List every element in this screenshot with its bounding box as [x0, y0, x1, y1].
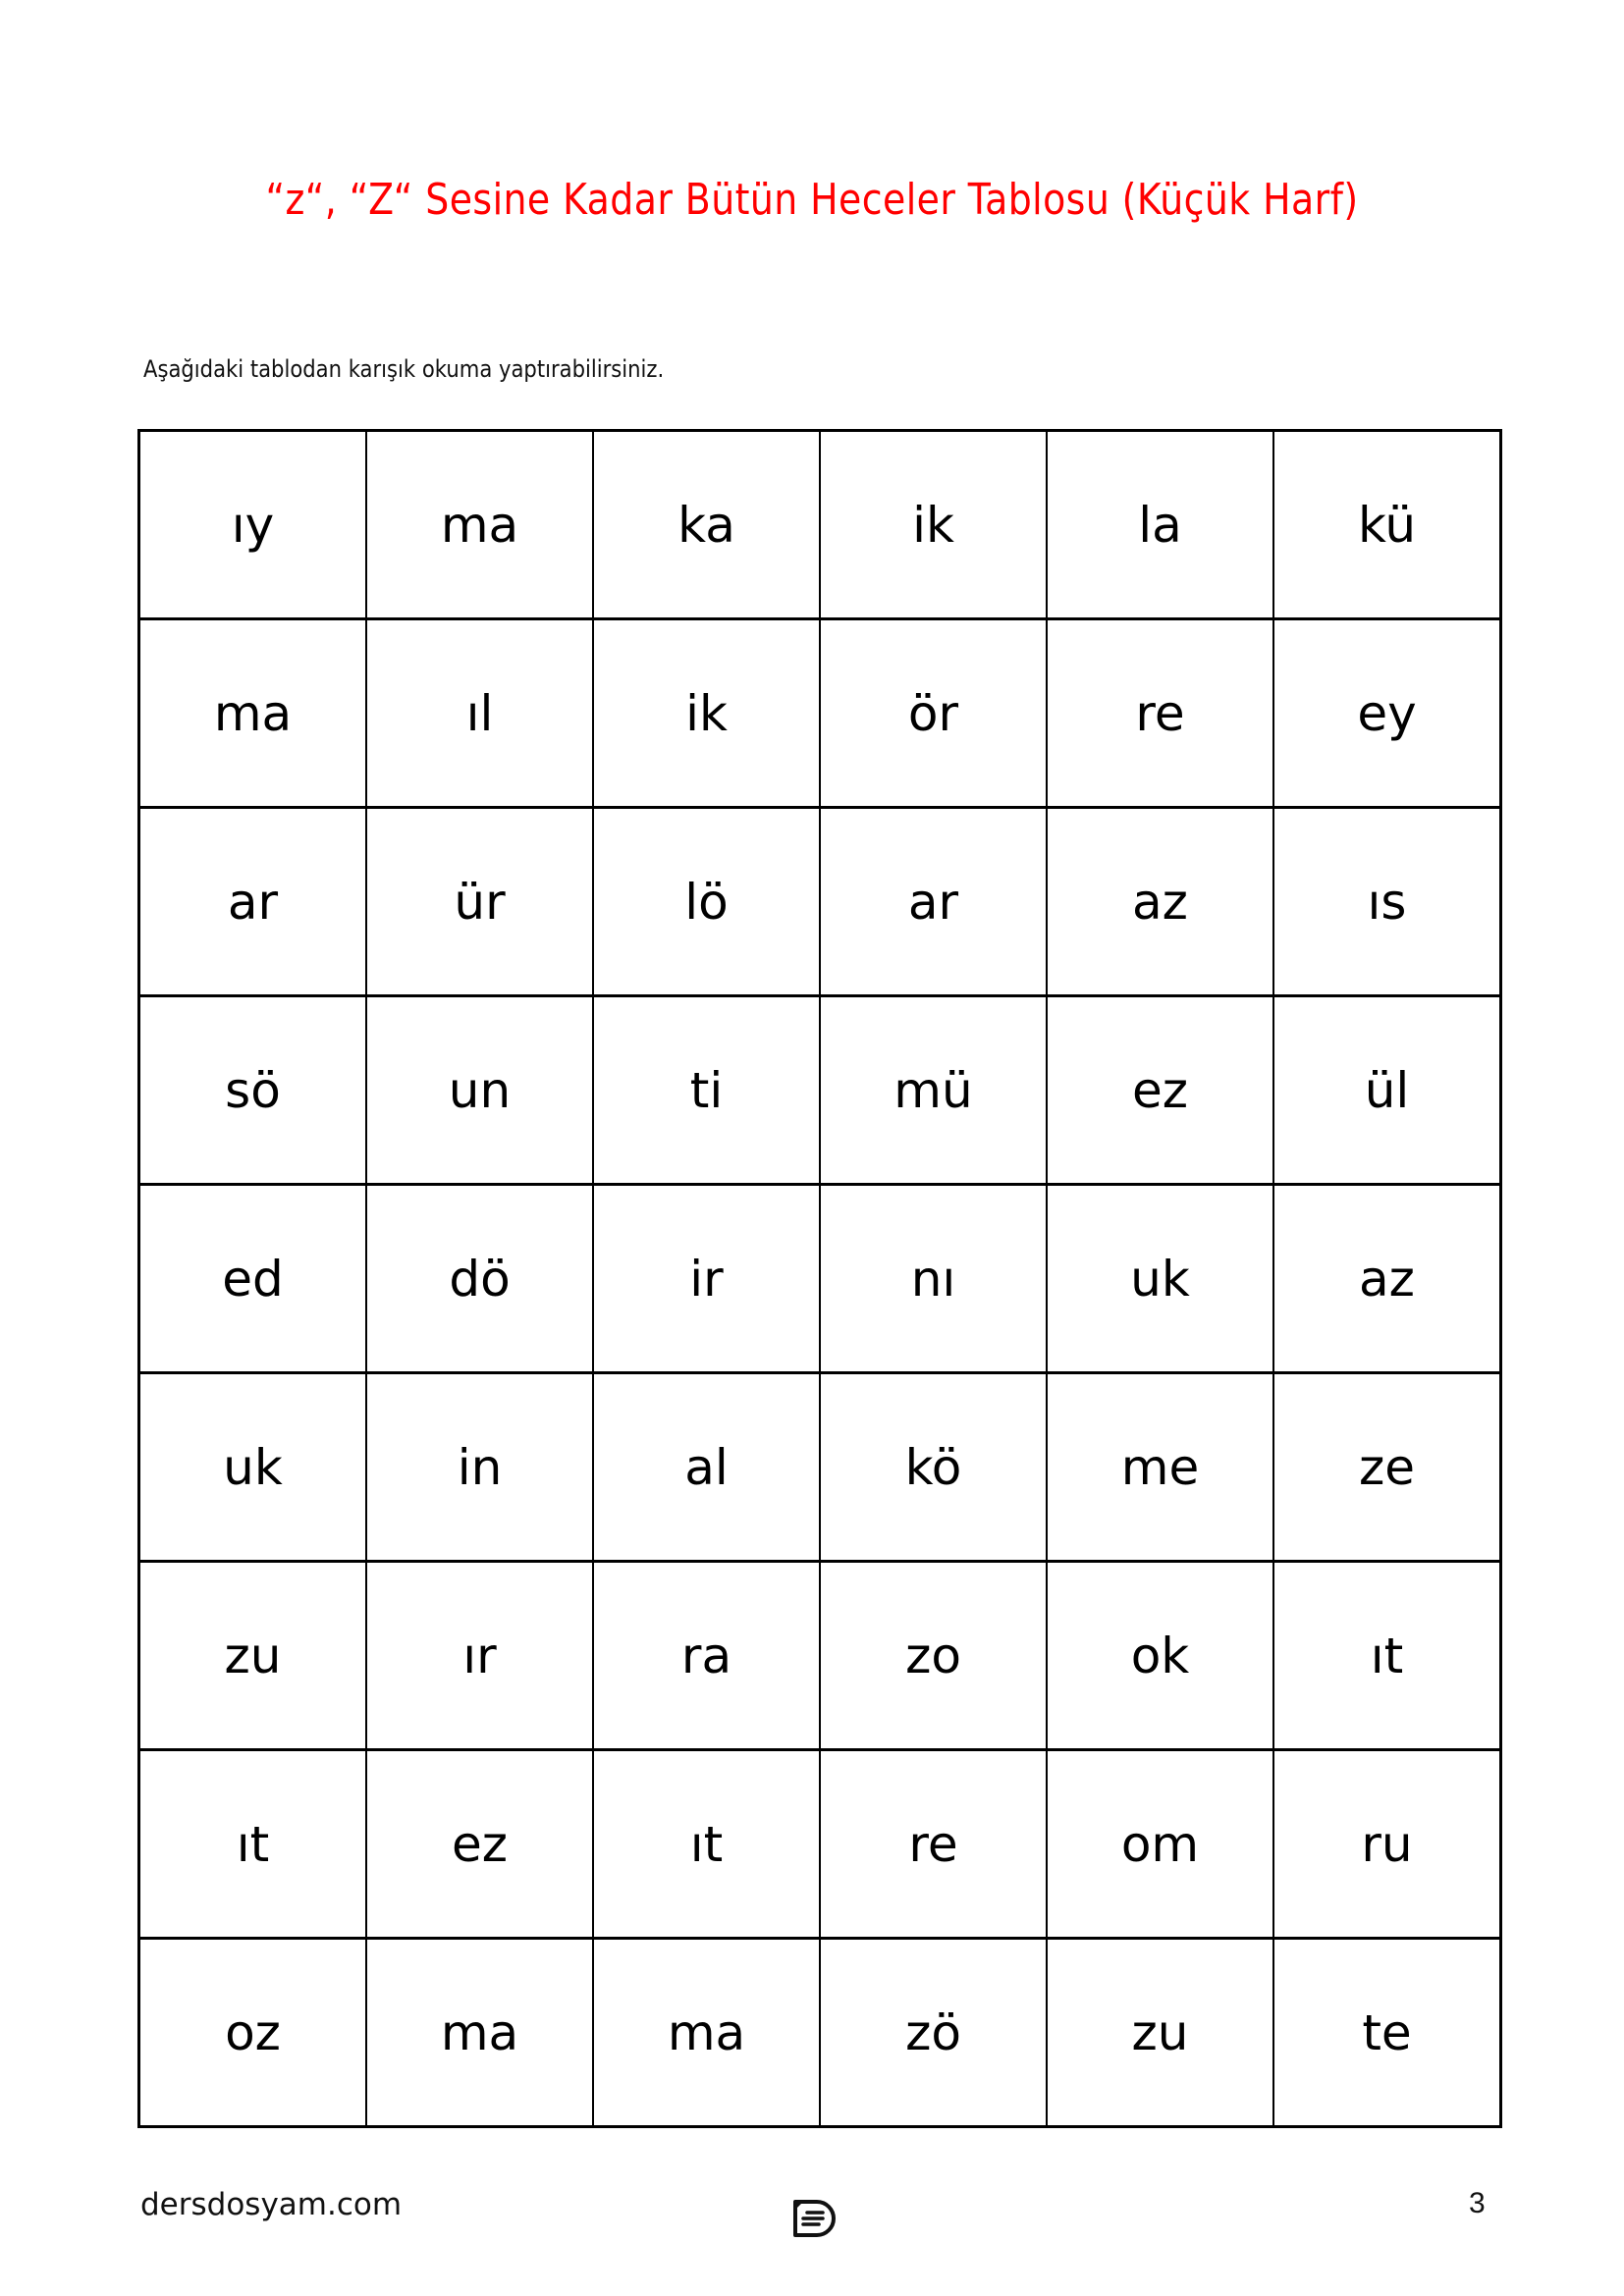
syllable-cell: kü: [1273, 431, 1501, 619]
table-row: [139, 1373, 1501, 1562]
table-row: [139, 431, 1501, 619]
syllable-cell: ze: [1273, 1373, 1501, 1562]
syllable-cell: nı: [820, 1185, 1047, 1373]
syllable-cell: az: [1273, 1185, 1501, 1373]
syllable-cell: ma: [366, 1939, 593, 2127]
syllable-cell: uk: [1047, 1185, 1273, 1373]
syllable-cell: ir: [593, 1185, 820, 1373]
syllable-cell: ma: [593, 1939, 820, 2127]
syllable-cell: te: [1273, 1939, 1501, 2127]
syllable-cell: az: [1047, 808, 1273, 996]
page-title: “z“, “Z“ Sesine Kadar Bütün Heceler Tablosu (Küçük Harf): [265, 175, 1359, 225]
syllable-cell: ez: [1047, 996, 1273, 1185]
syllable-cell: zu: [1047, 1939, 1273, 2127]
syllable-cell: ıs: [1273, 808, 1501, 996]
instruction-text: Aşağıdaki tablodan karışık okuma yaptırabilirsiniz.: [143, 355, 665, 383]
syllable-cell: ti: [593, 996, 820, 1185]
syllable-cell: ka: [593, 431, 820, 619]
table-row: [139, 1750, 1501, 1939]
syllable-cell: ıt: [593, 1750, 820, 1939]
syllable-cell: zö: [820, 1939, 1047, 2127]
footer-site-name: dersdosyam.com: [140, 2187, 403, 2222]
syllable-cell: ıt: [139, 1750, 367, 1939]
syllable-cell: mü: [820, 996, 1047, 1185]
syllable-cell: ez: [366, 1750, 593, 1939]
table-row: [139, 1185, 1501, 1373]
syllable-cell: al: [593, 1373, 820, 1562]
syllable-cell: ma: [366, 431, 593, 619]
table-row: [139, 1562, 1501, 1750]
syllable-table: [137, 429, 1502, 2128]
table-row: [139, 619, 1501, 808]
syllable-cell: ıy: [139, 431, 367, 619]
syllable-cell: ör: [820, 619, 1047, 808]
syllable-cell: ra: [593, 1562, 820, 1750]
syllable-cell: ey: [1273, 619, 1501, 808]
syllable-cell: uk: [139, 1373, 367, 1562]
syllable-cell: zu: [139, 1562, 367, 1750]
syllable-cell: ed: [139, 1185, 367, 1373]
syllable-cell: re: [1047, 619, 1273, 808]
syllable-cell: un: [366, 996, 593, 1185]
table-row: [139, 1939, 1501, 2127]
syllable-cell: me: [1047, 1373, 1273, 1562]
table-row: [139, 808, 1501, 996]
syllable-table-body: [139, 431, 1501, 2127]
syllable-cell: kö: [820, 1373, 1047, 1562]
syllable-cell: ar: [139, 808, 367, 996]
syllable-cell: ıl: [366, 619, 593, 808]
syllable-cell: oz: [139, 1939, 367, 2127]
syllable-cell: ru: [1273, 1750, 1501, 1939]
syllable-cell: ik: [820, 431, 1047, 619]
document-d-logo-icon: [791, 2199, 839, 2238]
syllable-cell: sö: [139, 996, 367, 1185]
syllable-cell: ır: [366, 1562, 593, 1750]
syllable-cell: ül: [1273, 996, 1501, 1185]
syllable-cell: ik: [593, 619, 820, 808]
page-number: 3: [1469, 2187, 1486, 2219]
syllable-cell: lö: [593, 808, 820, 996]
syllable-cell: zo: [820, 1562, 1047, 1750]
syllable-cell: la: [1047, 431, 1273, 619]
syllable-cell: dö: [366, 1185, 593, 1373]
syllable-cell: in: [366, 1373, 593, 1562]
syllable-cell: ma: [139, 619, 367, 808]
table-row: [139, 996, 1501, 1185]
syllable-cell: ür: [366, 808, 593, 996]
syllable-cell: ıt: [1273, 1562, 1501, 1750]
syllable-cell: ok: [1047, 1562, 1273, 1750]
syllable-cell: om: [1047, 1750, 1273, 1939]
syllable-cell: ar: [820, 808, 1047, 996]
syllable-cell: re: [820, 1750, 1047, 1939]
